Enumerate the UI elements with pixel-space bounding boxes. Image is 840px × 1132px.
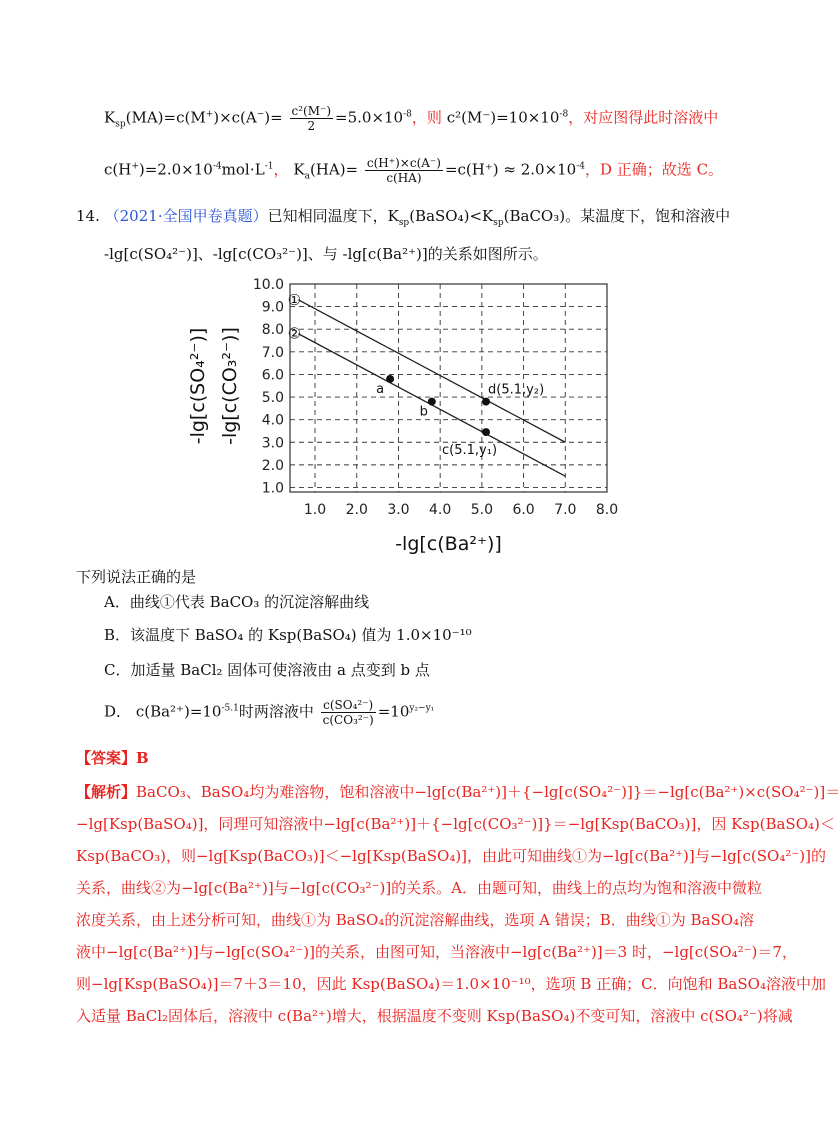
analysis-line <box>76 968 826 1000</box>
y-tick-label: 9.0 <box>261 299 284 316</box>
frac-den: c(CO₃²⁻) <box>322 713 374 727</box>
plot-frame <box>287 284 607 492</box>
ksp-sub: sp <box>115 119 126 130</box>
analysis-line <box>76 1000 793 1032</box>
point-label: b <box>419 404 428 420</box>
y-tick-label: 2.0 <box>261 457 284 474</box>
option-d-value: =10 <box>377 702 410 721</box>
data-point <box>482 428 490 436</box>
exp: -4 <box>212 161 222 172</box>
exp: -8 <box>403 109 412 120</box>
analysis-text: 则−lg[Ksp(BaSO₄)]＝7＋3＝10，因此 Ksp(BaSO₄)＝1.0×10⁻¹⁰，选项 B 正确；C．向饱和 BaSO₄溶液中加 <box>76 975 826 993</box>
y-tick-label: 10.0 <box>252 277 284 293</box>
stem-text: 已知相同温度下，K <box>267 207 399 225</box>
x-tick-label: 6.0 <box>512 502 535 518</box>
solubility-chart <box>182 270 619 560</box>
y-tick-label: 5.0 <box>261 390 284 407</box>
y-tick-label: 4.0 <box>261 412 284 429</box>
frac-den: c(HA) <box>386 171 422 185</box>
analysis-line <box>76 904 755 936</box>
point-label: c(5.1,y₁) <box>442 443 498 459</box>
stem-text-2: (BaSO₄)<K <box>409 207 494 225</box>
analysis-line <box>76 808 835 840</box>
y-tick-label: 1.0 <box>261 480 284 497</box>
fraction-1 <box>290 104 334 133</box>
exp: -4 <box>576 161 586 172</box>
frac-num: c(SO₄²⁻) <box>321 698 376 713</box>
question-stem-1 <box>76 205 730 228</box>
ka-symbol: K <box>293 160 305 179</box>
value-2: c²(M⁻)=10×10 <box>446 108 560 127</box>
formula-line-2 <box>104 156 723 185</box>
stem-text-3: (BaCO₃)。某温度下，饱和溶液中 <box>503 207 731 225</box>
analysis-text: 浓度关系，由上述分析可知，曲线①为 BaSO₄的沉淀溶解曲线，选项 A 错误；B．曲线①为 BaSO₄溶 <box>76 911 755 929</box>
option-d <box>104 698 434 727</box>
sub: sp <box>398 218 410 228</box>
option-b <box>104 624 472 645</box>
red-text-2: ，对应图得此时溶液中 <box>568 108 719 127</box>
x-tick-label: 7.0 <box>554 502 577 518</box>
frac-num: c(H⁺)×c(A⁻) <box>366 156 441 170</box>
ch-value: )=2.0×10 <box>138 160 213 179</box>
analysis-line <box>76 872 763 904</box>
option-b-text: B．该温度下 BaSO₄ 的 Ksp(BaSO₄) 值为 1.0×10⁻¹⁰ <box>104 626 472 644</box>
analysis-line <box>76 936 797 968</box>
analysis-line <box>76 840 827 872</box>
ksp-symbol: K <box>104 108 116 127</box>
y-tick-label: 7.0 <box>261 344 284 361</box>
x-tick-label: 3.0 <box>387 502 410 518</box>
frac-den: 2 <box>307 119 316 133</box>
formula-line-1 <box>104 104 718 133</box>
red-conclusion: ，D 正确；故选 C。 <box>585 160 724 179</box>
ka-text: (HA)= <box>309 160 359 179</box>
x-tick-label: 8.0 <box>595 502 619 518</box>
charge-2: − <box>256 109 265 120</box>
fraction-2 <box>365 156 443 185</box>
unit-exp: -1 <box>264 161 274 172</box>
data-point <box>428 398 436 406</box>
question-prompt <box>76 566 196 587</box>
x-tick-label: 1.0 <box>303 502 327 518</box>
option-d-cond: c(Ba²⁺)=10 <box>135 702 222 721</box>
option-d-label: D． <box>104 702 132 721</box>
stem-relation: -lg[c(SO₄²⁻)]、-lg[c(CO₃²⁻)]、与 -lg[c(Ba²⁺)]的关系如图所示。 <box>104 245 548 263</box>
x-tick-label: 5.0 <box>470 502 494 518</box>
x-tick-label: 2.0 <box>345 502 368 518</box>
analysis-text: Ksp(BaCO₃)，则−lg[Ksp(BaCO₃)]＜−lg[Ksp(BaSO₄)]，由此可知曲线①为−lg[c(Ba²⁺)]与−lg[c(SO₄²⁻)]的 <box>76 847 827 865</box>
fraction-ratio <box>321 698 376 727</box>
red-comma: ， <box>273 160 289 179</box>
red-text: ，则 <box>411 108 442 127</box>
analysis-line <box>76 776 840 808</box>
y-tick-label: 6.0 <box>261 367 284 384</box>
data-point <box>386 375 394 383</box>
value: =c(H⁺) ≈ 2.0×10 <box>444 160 577 179</box>
analysis-text: BaCO₃、BaSO₄均为难溶物，饱和溶液中−lg[c(Ba²⁺)]＋{−lg[c(SO₄²⁻)]}＝−lg[c(Ba²⁺)×c(SO₄²⁻)]＝ <box>136 783 840 801</box>
ch-text: c(H <box>104 160 132 179</box>
option-c <box>104 659 430 680</box>
analysis-text: 液中−lg[c(Ba²⁺)]与−lg[c(SO₄²⁻)]的关系，由图可知，当溶液中−lg[c(Ba²⁺)]＝3 时，−lg[c(SO₄²⁻)＝7， <box>76 943 797 961</box>
y-tick-label: 3.0 <box>261 435 284 452</box>
y-axis-label-2: -lg[c(CO₃²⁻)] <box>219 327 241 445</box>
data-point <box>482 398 490 406</box>
frac-num: c²(M⁻) <box>291 104 332 118</box>
analysis-text: −lg[Ksp(BaSO₄)]，同理可知溶液中−lg[c(Ba²⁺)]＋{−lg[c(CO₃²⁻)]}＝−lg[Ksp(BaCO₃)]，因 Ksp(BaSO₄)＜ <box>76 815 835 833</box>
x-tick-label: 4.0 <box>429 502 452 518</box>
option-d-text: 时两溶液中 <box>238 702 314 721</box>
question-source: （2021·全国甲卷真题） <box>104 207 268 225</box>
prompt-text: 下列说法正确的是 <box>76 568 197 586</box>
question-number: 14. <box>76 207 100 225</box>
option-a-text: A．曲线①代表 BaCO₃ 的沉淀溶解曲线 <box>104 593 370 611</box>
series-label-2: ② <box>287 324 302 343</box>
exp-2: -8 <box>559 109 569 120</box>
analysis-text: 关系，曲线②为−lg[c(Ba²⁺)]与−lg[c(CO₃²⁻)]的关系。A．由题可知，曲线上的点均为饱和溶液中微粒 <box>76 879 763 897</box>
answer-value: B <box>136 749 149 767</box>
value: =5.0×10 <box>335 108 404 127</box>
eq: )= <box>264 108 283 127</box>
option-a <box>104 591 369 612</box>
point-label: d(5.1,y₂) <box>488 382 545 398</box>
y-axis-label-1: -lg[c(SO₄²⁻)] <box>187 327 209 445</box>
ksp-text: (MA)=c(M <box>125 108 206 127</box>
exp-2: y₂−y₁ <box>409 703 435 714</box>
analysis-text: 入适量 BaCl₂固体后，溶液中 c(Ba²⁺)增大，根据温度不变则 Ksp(BaSO₄)不变可知，溶液中 c(SO₄²⁻)将减 <box>76 1007 793 1025</box>
charge: + <box>205 109 214 120</box>
sub-2: sp <box>493 218 504 228</box>
series-label-1: ① <box>287 290 302 309</box>
answer-line <box>76 747 149 768</box>
ka-sub: a <box>304 171 310 182</box>
ksp-text-2: )×c(A <box>213 108 257 127</box>
analysis-block <box>76 776 840 1032</box>
point-label: a <box>376 381 385 397</box>
charge: + <box>131 161 139 172</box>
answer-label: 【答案】 <box>76 749 137 767</box>
exp: -5.1 <box>221 703 239 714</box>
x-axis-label: -lg[c(Ba²⁺)] <box>395 533 502 555</box>
question-stem-2 <box>104 243 548 264</box>
analysis-label: 【解析】 <box>76 783 137 801</box>
y-tick-label: 8.0 <box>261 322 284 339</box>
option-c-text: C．加适量 BaCl₂ 固体可使溶液由 a 点变到 b 点 <box>104 661 430 679</box>
unit: mol⋅L <box>221 160 265 179</box>
